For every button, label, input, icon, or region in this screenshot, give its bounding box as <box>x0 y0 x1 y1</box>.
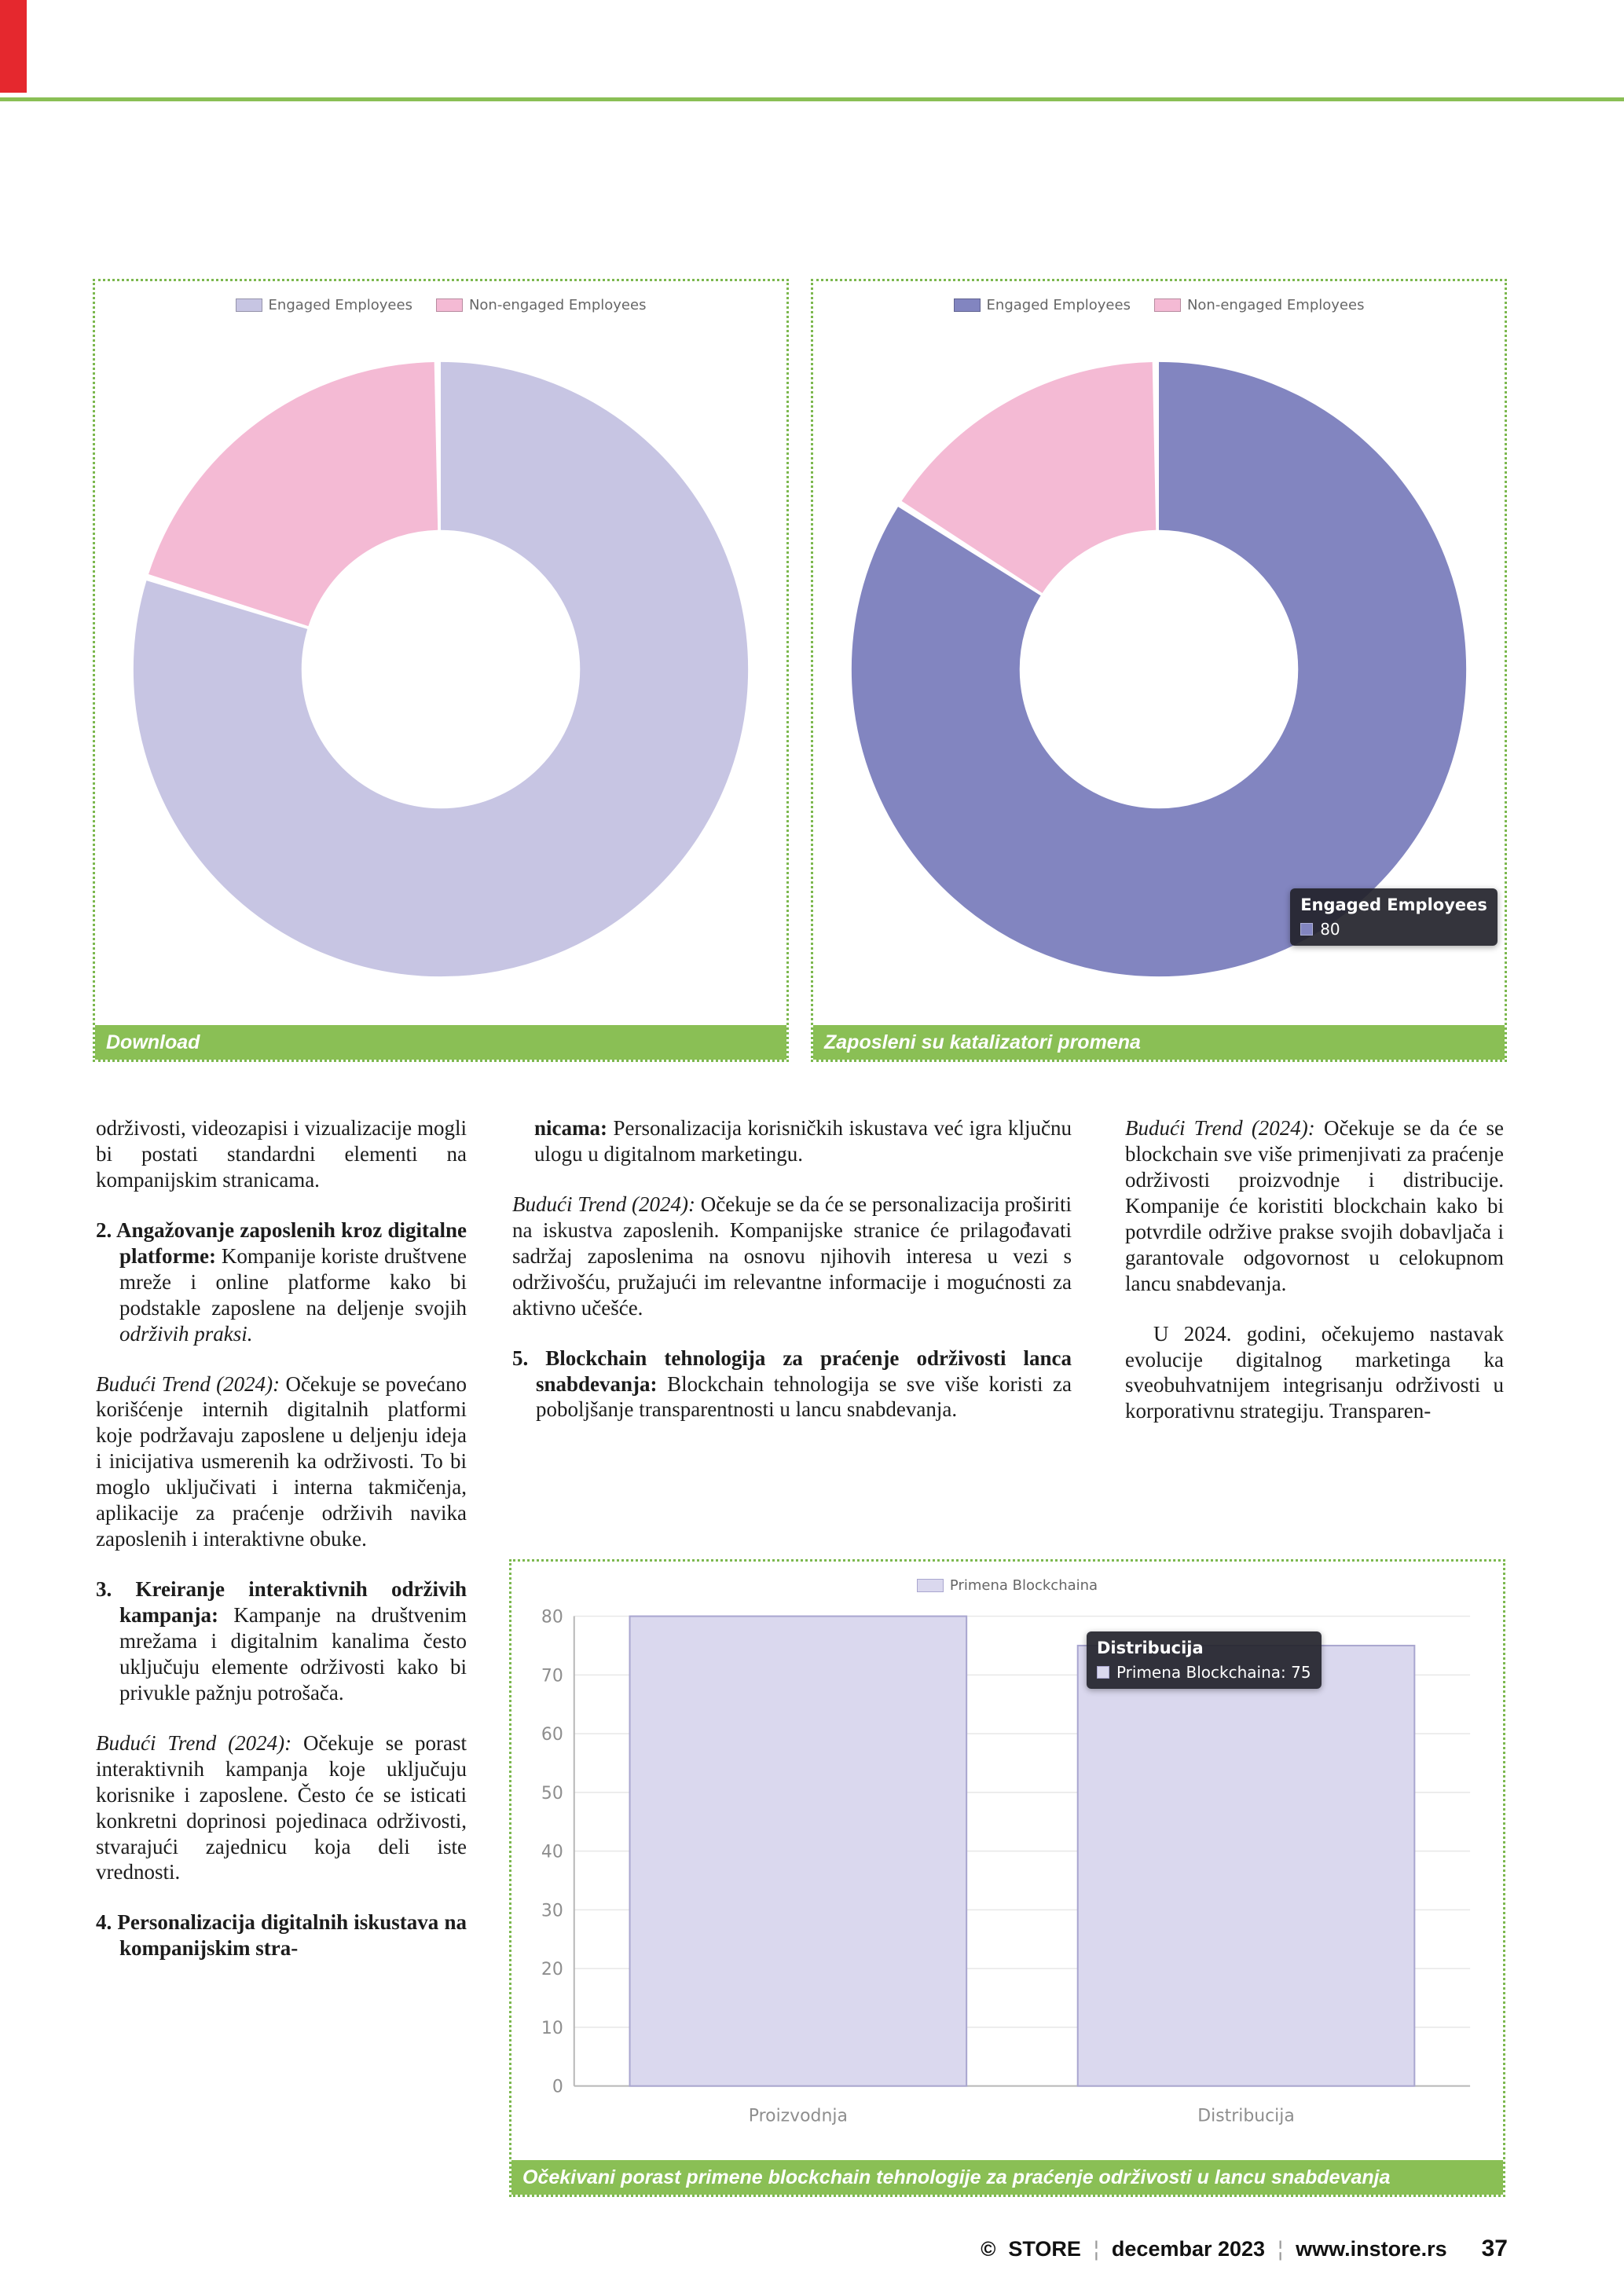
donut-chart-svg <box>130 359 751 980</box>
tooltip-title: Distribucija <box>1096 1638 1204 1657</box>
legend-label: Primena Blockchaina <box>949 1577 1098 1594</box>
chart-blockchain-adoption <box>509 1559 1505 2197</box>
trend-lead: Budući Trend (2024): <box>96 1730 292 1755</box>
paragraph-text: Kampanje na društvenim mrežama i digitalnim kanalima često uključuju elemente održivosti kako bi privukle pažnju potrošača. <box>119 1603 467 1705</box>
store-logo-icon: © <box>981 2236 996 2261</box>
legend-swatch-non-engaged <box>436 298 463 312</box>
chart-caption: Očekivani porast primene blockchain tehnologije za praćenje održivosti u lancu snabdevanja <box>511 2160 1503 2195</box>
svg-text:80: 80 <box>541 1607 563 1628</box>
paragraph-text: Očekuje se porast interaktivnih kampanja koje uključuju korisnike i zaposlene. Često će se isticati konkretni doprinosi pojedinaca održivosti, stvarajući zajednicu koja deli iste vrednosti. <box>96 1730 467 1884</box>
tooltip-swatch <box>1300 923 1313 936</box>
text-column-1 <box>96 1115 467 1986</box>
list-item-3 <box>96 1576 467 1706</box>
bar-chart <box>511 1594 1503 2160</box>
tooltip-row <box>1097 1663 1311 1682</box>
legend-label: Engaged Employees <box>986 297 1131 313</box>
legend-label: Non-engaged Employees <box>468 297 647 313</box>
trend-paragraph <box>96 1371 467 1553</box>
legend-swatch-engaged <box>236 298 262 312</box>
paragraph-text: održivosti, videozapisi i vizualizacije mogli bi postati standardni elementi na kompanijskim stranicama. <box>96 1116 467 1192</box>
paragraph-text: Očekuje se povećano korišćenje internih digitalnih platformi koje podržavaju zaposlene u deljenju ideja i inicijativa usmerenih ka održivosti. To bi moglo uključivati i interna takmičenja, aplikacije za praćenje održivih navika zaposlenih i interaktivne obuke. <box>96 1371 467 1551</box>
svg-text:Distribucija: Distribucija <box>1197 2106 1295 2126</box>
paragraph-text: Personalizacija korisničkih iskustava već igra ključnu ulogu u digitalnom marketingu. <box>534 1116 1072 1166</box>
paragraph-text: Blockchain tehnologija se sve više koristi za poboljšanje transparentnosti u lancu snabdevanja. <box>536 1371 1072 1422</box>
svg-text:10: 10 <box>541 2018 563 2038</box>
issue-date: decembar 2023 <box>1111 2236 1266 2261</box>
legend-item-non-engaged <box>1154 297 1365 313</box>
chart-engaged-employees-right <box>811 279 1507 1062</box>
trend-paragraph <box>512 1192 1072 1321</box>
red-accent-bar <box>0 0 27 93</box>
top-rule <box>0 97 1624 101</box>
trend-lead: Budući Trend (2024): <box>1125 1116 1315 1140</box>
bar-chart-svg <box>513 1597 1501 2160</box>
list-item-lead: 3. Kreiranje interaktivnih održivih kampanja: <box>96 1577 467 1627</box>
list-item-4 <box>96 1910 467 1961</box>
chart-caption: Zaposleni su katalizatori promena <box>813 1025 1505 1060</box>
paragraph-text: Kompanije koriste društvene mreže i online platforme kako bi podstakle zaposlene na deljenje svojih <box>119 1243 467 1320</box>
list-item-lead: 4. Personalizacija digitalnih iskustava na kompanijskim stra- <box>96 1910 467 1961</box>
paragraph-text: Očekuje se da će se blockchain sve više primenjivati za praćenje održivosti proizvodnje i distribucije. Kompanije će koristiti blockchain kako bi potvrdile održive prakse svojih dobavljača i garantovale odgovornost u celokupnom lancu snabdevanja. <box>1125 1116 1505 1295</box>
continuation-paragraph <box>512 1115 1072 1167</box>
chart-tooltip <box>1087 1631 1322 1689</box>
donut-chart-svg <box>849 359 1469 980</box>
svg-text:60: 60 <box>541 1725 563 1745</box>
legend-swatch-non-engaged <box>1154 298 1181 312</box>
closing-paragraph <box>1125 1321 1504 1425</box>
paragraph-italic: održivih praksi. <box>119 1321 253 1346</box>
chart-tooltip <box>1290 888 1498 946</box>
trend-lead: Budući Trend (2024): <box>96 1371 280 1396</box>
text-column-2 <box>512 1115 1072 1447</box>
list-item-2 <box>96 1218 467 1347</box>
svg-text:0: 0 <box>552 2077 563 2097</box>
chart-legend <box>813 281 1505 313</box>
website-link[interactable]: www.instore.rs <box>1296 2236 1447 2261</box>
list-item-5 <box>512 1346 1072 1423</box>
chart-legend <box>511 1562 1503 1594</box>
text-column-3 <box>1125 1115 1504 1448</box>
svg-text:40: 40 <box>541 1842 563 1862</box>
footer-separator: ¦ <box>1278 2236 1284 2261</box>
legend-label: Engaged Employees <box>268 297 412 313</box>
svg-text:20: 20 <box>541 1960 563 1980</box>
chart-engaged-employees-left <box>93 279 789 1062</box>
trend-paragraph <box>1125 1115 1504 1297</box>
tooltip-swatch <box>1097 1666 1109 1679</box>
legend-item-engaged <box>236 297 412 313</box>
list-item-lead: 2. Angažovanje zaposlenih kroz digitalne platforme: <box>96 1218 467 1268</box>
tooltip-title: Engaged Employees <box>1300 895 1487 914</box>
svg-text:Proizvodnja: Proizvodnja <box>748 2106 848 2126</box>
list-item-lead: 5. Blockchain tehnologija za praćenje održivosti lanca snabdevanja: <box>512 1346 1072 1396</box>
paragraph-text: U 2024. godini, očekujemo nastavak evolucije digitalnog marketinga ka sveobuhvatnijem integrisanju održivosti u korporativnu strategiju. Transparen- <box>1125 1321 1504 1423</box>
legend-item-non-engaged <box>436 297 647 313</box>
trend-paragraph <box>96 1730 467 1886</box>
legend-swatch-blockchain <box>917 1579 944 1592</box>
legend-item-blockchain <box>917 1577 1098 1594</box>
svg-text:30: 30 <box>541 1901 563 1921</box>
tooltip-row <box>1300 920 1487 939</box>
trend-lead: Budući Trend (2024): <box>512 1192 695 1216</box>
paragraph <box>96 1115 467 1193</box>
download-caption[interactable]: Download <box>95 1025 786 1060</box>
chart-legend <box>95 281 786 313</box>
legend-item-engaged <box>954 297 1131 313</box>
legend-label: Non-engaged Employees <box>1186 297 1365 313</box>
svg-text:70: 70 <box>541 1666 563 1686</box>
brand-name: STORE <box>1008 2236 1081 2261</box>
paragraph-text: Očekuje se da će se personalizacija proširiti na iskustva zaposlenih. Kompanijske stranice će prilagođavati sadržaj zaposlenima na osnovu njihovih interesa u vezi s održivošću, pružajući im relevantne informacije i mogućnosti za aktivno učešće. <box>512 1192 1072 1320</box>
legend-swatch-engaged <box>954 298 981 312</box>
page-footer <box>981 2236 1508 2262</box>
tooltip-value: 80 <box>1320 919 1340 939</box>
page-number: 37 <box>1481 2236 1508 2261</box>
footer-separator: ¦ <box>1093 2236 1099 2261</box>
tooltip-label: Primena Blockchaina: 75 <box>1116 1662 1311 1682</box>
svg-text:50: 50 <box>541 1783 563 1803</box>
donut-chart <box>95 313 786 1025</box>
list-item-lead: nicama: <box>534 1116 607 1140</box>
